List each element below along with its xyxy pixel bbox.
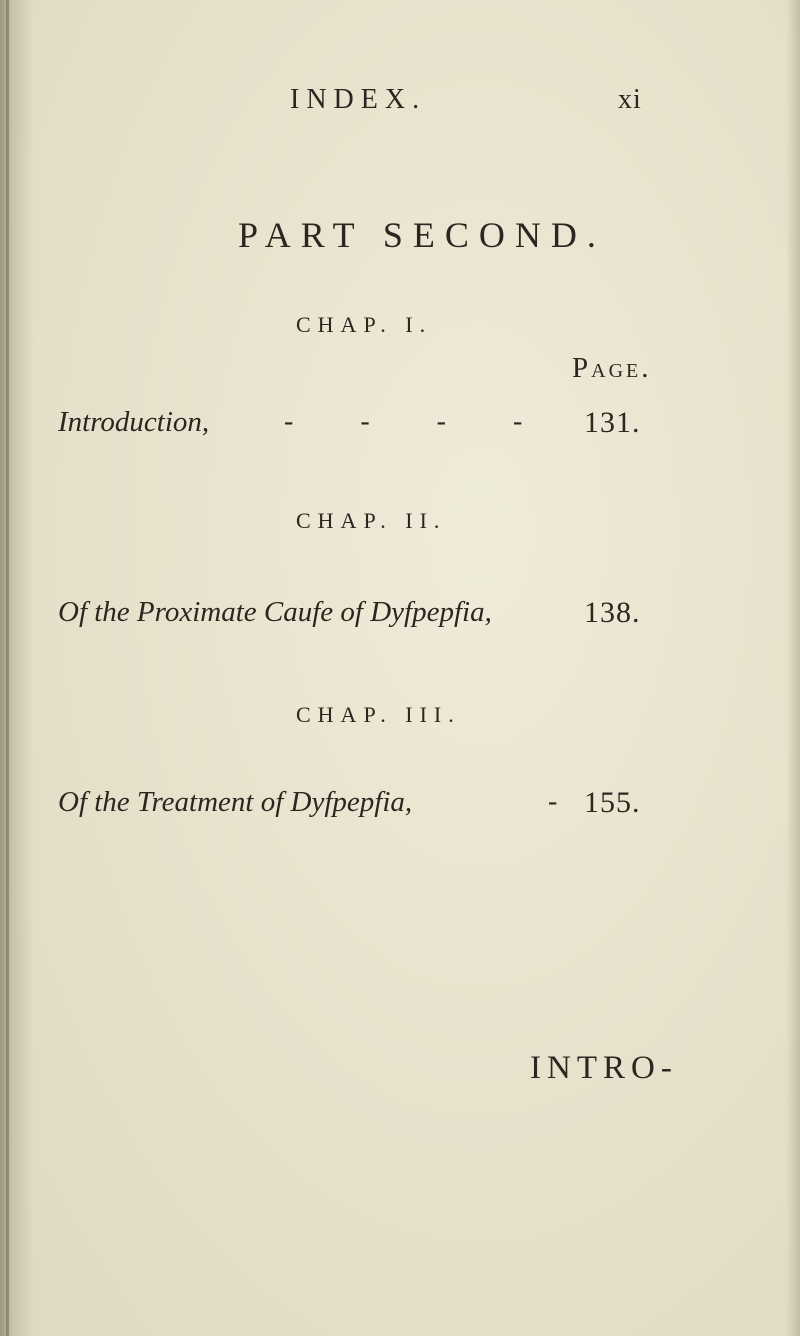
toc-entry-page: 155. bbox=[584, 786, 641, 819]
toc-entry-leader: - - - - bbox=[284, 406, 553, 437]
chapter-heading-3: CHAP. III. bbox=[296, 702, 461, 727]
toc-entry-page: 131. bbox=[584, 406, 641, 439]
chapter-heading-1: CHAP. I. bbox=[296, 312, 433, 337]
running-head-title: INDEX. bbox=[290, 84, 427, 115]
toc-entry-3 bbox=[0, 786, 800, 832]
toc-entry-page: 138. bbox=[584, 596, 641, 629]
toc-entry-2 bbox=[0, 596, 800, 642]
page-number: xi bbox=[618, 84, 642, 115]
part-title: PART SECOND. bbox=[238, 215, 606, 255]
toc-entry-title: Of the Treatment of Dyfpepfia, bbox=[58, 786, 413, 818]
page-column-label: Page. bbox=[572, 352, 652, 384]
toc-entry-1 bbox=[0, 406, 800, 452]
chapter-heading-2: CHAP. II. bbox=[296, 508, 447, 533]
running-head bbox=[0, 84, 800, 124]
page-right-edge-shadow bbox=[786, 0, 800, 1336]
catchword: INTRO- bbox=[530, 1050, 678, 1086]
toc-entry-title: Introduction, bbox=[58, 406, 210, 438]
binding-edge-line bbox=[6, 0, 9, 1336]
toc-entry-title: Of the Proximate Caufe of Dyfpepfia, bbox=[58, 596, 492, 628]
toc-entry-leader: - bbox=[548, 786, 588, 817]
